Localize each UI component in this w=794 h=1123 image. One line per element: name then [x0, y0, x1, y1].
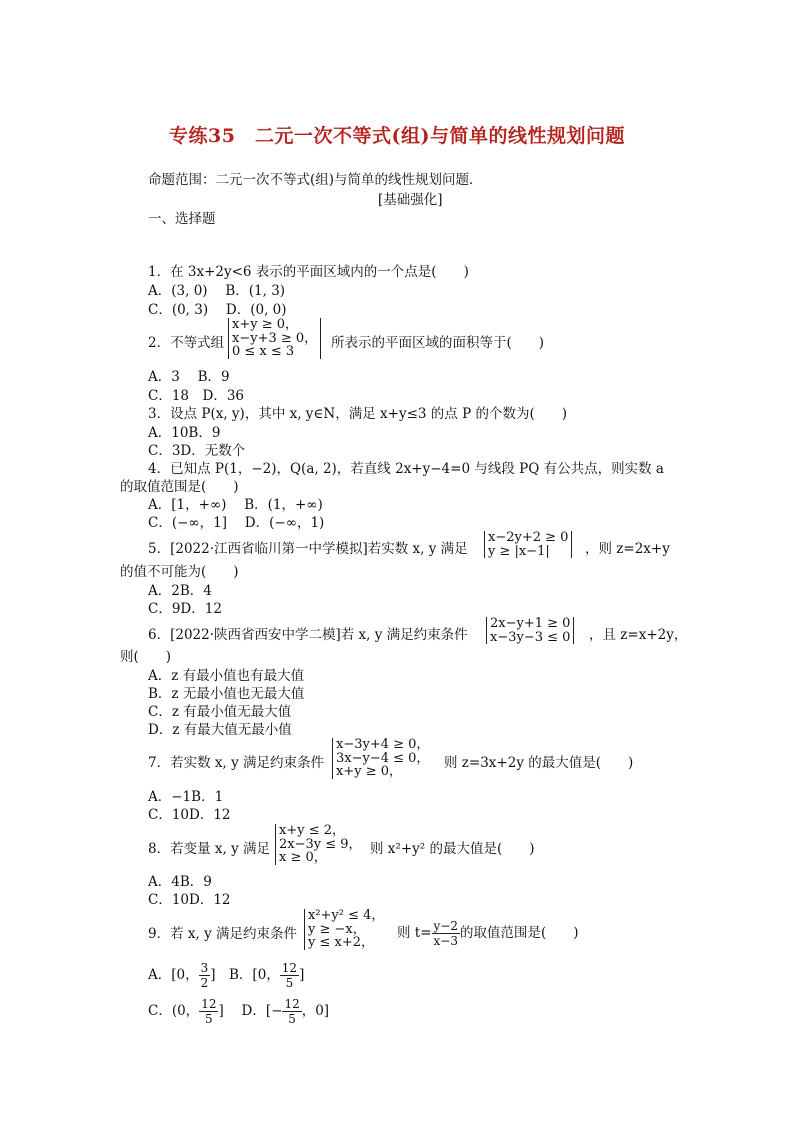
q9-inequality-system	[304, 909, 384, 950]
q7-options-ab: A．−1B．1	[148, 789, 224, 805]
q9-opt-c-post: ] D．[−	[218, 1003, 283, 1019]
q9-opt-b-num: 12	[281, 961, 298, 975]
q7-ineq-3: x+y ≥ 0，	[336, 764, 402, 779]
q5-inequality-system	[484, 531, 572, 558]
q9-opt-b-frac	[280, 961, 299, 990]
q3-stem: 3．设点 P(x, y)，其中 x, y∈N，满足 x+y≤3 的点 P 的个数为( )	[148, 406, 567, 422]
q9-opt-c-den: 5	[205, 1012, 213, 1026]
q5-options-ab: A．2B．4	[148, 583, 212, 599]
q3-options-cd: C．3D．无数个	[148, 443, 246, 459]
q9-opt-d-post: ，0]	[301, 1003, 330, 1019]
q6-option-d: D．z 有最大值无最小值	[148, 722, 292, 738]
q1-options-ab: A．(3, 0) B．(1, 3)	[148, 283, 286, 299]
page-title: 专练35 二元一次不等式(组)与简单的线性规划问题	[169, 125, 625, 147]
q4-options-cd: C．(−∞，1] D．(−∞，1)	[148, 515, 325, 531]
q9-opt-a-pre: A．[0，	[148, 967, 199, 983]
q6-option-b: B．z 无最小值也无最大值	[148, 686, 305, 702]
q2-inequality-system	[228, 318, 321, 359]
q2-ineq-3: 0 ≤ x ≤ 3	[232, 344, 295, 359]
q8-ineq-1: x+y ≤ 2，	[279, 823, 345, 838]
q9-suffix-post: 的取值范围是( )	[460, 925, 579, 941]
q9-frac-den: x−3	[433, 934, 458, 948]
q9-opt-b-den: 5	[285, 976, 294, 990]
q9-ineq-2: y ≥ −x，	[308, 921, 366, 937]
q5-ineq-1: x−2y+2 ≥ 0	[488, 530, 569, 545]
q7-ineq-2: 3x−y−4 ≤ 0，	[336, 750, 430, 766]
q4-stem-cont: 的取值范围是( )	[120, 479, 239, 495]
q4-options-ab: A．[1，+∞) B．(1，+∞)	[148, 497, 323, 513]
level-label: [基础强化]	[378, 192, 443, 208]
q7-prefix: 7．若实数 x, y 满足约束条件	[148, 755, 324, 771]
q8-ineq-2: 2x−3y ≤ 9，	[279, 836, 362, 852]
q9-opt-d-num: 12	[284, 997, 300, 1011]
q9-options-ab	[148, 958, 304, 992]
q9-frac-num: y−2	[433, 919, 458, 933]
q9-opt-b-post: ]	[299, 967, 305, 983]
q6-suffix: ，且 z=x+2y，	[589, 627, 688, 643]
q3-options-ab: A．10B．9	[148, 425, 221, 441]
q9-opt-c-pre: C．(0，	[148, 1003, 200, 1019]
q9-opt-a-frac	[199, 961, 211, 990]
q5-suffix: ，则 z=2x+y	[585, 541, 670, 557]
q9-opt-a-post: ] B．[0，	[210, 967, 280, 983]
q1-stem: 1．在 3x+2y<6 表示的平面区域内的一个点是( )	[148, 264, 469, 280]
q6-option-c: C．z 有最小值无最大值	[148, 704, 292, 720]
q2-options-cd: C．18 D．36	[148, 388, 245, 404]
q5-stem-cont: 的值不可能为( )	[120, 564, 239, 580]
q8-options-cd: C．10D．12	[148, 892, 231, 908]
q8-ineq-3: x ≥ 0，	[279, 850, 327, 865]
q6-ineq-2: x−3y−3 ≤ 0	[490, 629, 571, 645]
q2-ineq-2: x−y+3 ≥ 0，	[232, 330, 318, 346]
q9-suffix	[397, 916, 579, 950]
q2-prefix: 2．不等式组	[148, 335, 225, 351]
q6-prefix: 6．[2022·陕西省西安中学二模]若 x, y 满足约束条件	[148, 627, 468, 643]
q9-fraction	[432, 919, 460, 948]
q8-suffix: 则 x²+y² 的最大值是( )	[370, 841, 535, 857]
q7-inequality-system	[332, 738, 429, 779]
section-heading: 一、选择题	[148, 211, 216, 227]
q9-ineq-3: y ≤ x+2，	[308, 935, 374, 950]
q6-inequality-system	[486, 617, 574, 644]
q1-options-cd: C．(0, 3) D．(0, 0)	[148, 302, 287, 318]
q6-ineq-1: 2x−y+1 ≥ 0	[490, 616, 571, 631]
q9-opt-d-frac	[282, 997, 301, 1026]
q5-prefix: 5．[2022·江西省临川第一中学模拟]若实数 x, y 满足	[148, 541, 468, 557]
q6-option-a: A．z 有最小值也有最大值	[148, 668, 305, 684]
q5-options-cd: C．9D．12	[148, 601, 222, 617]
q9-prefix: 9．若 x, y 满足约束条件	[148, 926, 297, 942]
scope-line: 命题范围：二元一次不等式(组)与简单的线性规划问题．	[148, 172, 483, 188]
q9-opt-a-num: 3	[200, 961, 209, 975]
q9-opt-a-den: 2	[200, 976, 209, 990]
q2-suffix: 所表示的平面区域的面积等于( )	[331, 335, 545, 351]
q9-opt-c-frac	[199, 997, 218, 1026]
q7-ineq-1: x−3y+4 ≥ 0，	[336, 737, 430, 752]
q9-suffix-pre: 则 t=	[397, 925, 432, 941]
q8-prefix: 8．若变量 x, y 满足	[148, 841, 270, 857]
q9-opt-c-num: 12	[201, 997, 217, 1011]
q4-stem: 4．已知点 P(1，−2)，Q(a, 2)，若直线 2x+y−4=0 与线段 PQ 有公共点，则实数 a	[148, 461, 664, 477]
q8-options-ab: A．4B．9	[148, 874, 212, 890]
q2-options-ab: A．3 B．9	[148, 369, 230, 385]
q7-suffix: 则 z=3x+2y 的最大值是( )	[444, 755, 634, 771]
q5-ineq-2: y ≥ |x−1|	[488, 543, 550, 559]
q9-ineq-1: x²+y² ≤ 4，	[308, 908, 385, 923]
q9-opt-d-den: 5	[288, 1012, 296, 1026]
q9-options-cd	[148, 994, 329, 1028]
q2-ineq-1: x+y ≥ 0，	[232, 317, 298, 332]
q6-stem-cont: 则( )	[120, 649, 172, 665]
q8-inequality-system	[275, 824, 362, 865]
q7-options-cd: C．10D．12	[148, 807, 231, 823]
